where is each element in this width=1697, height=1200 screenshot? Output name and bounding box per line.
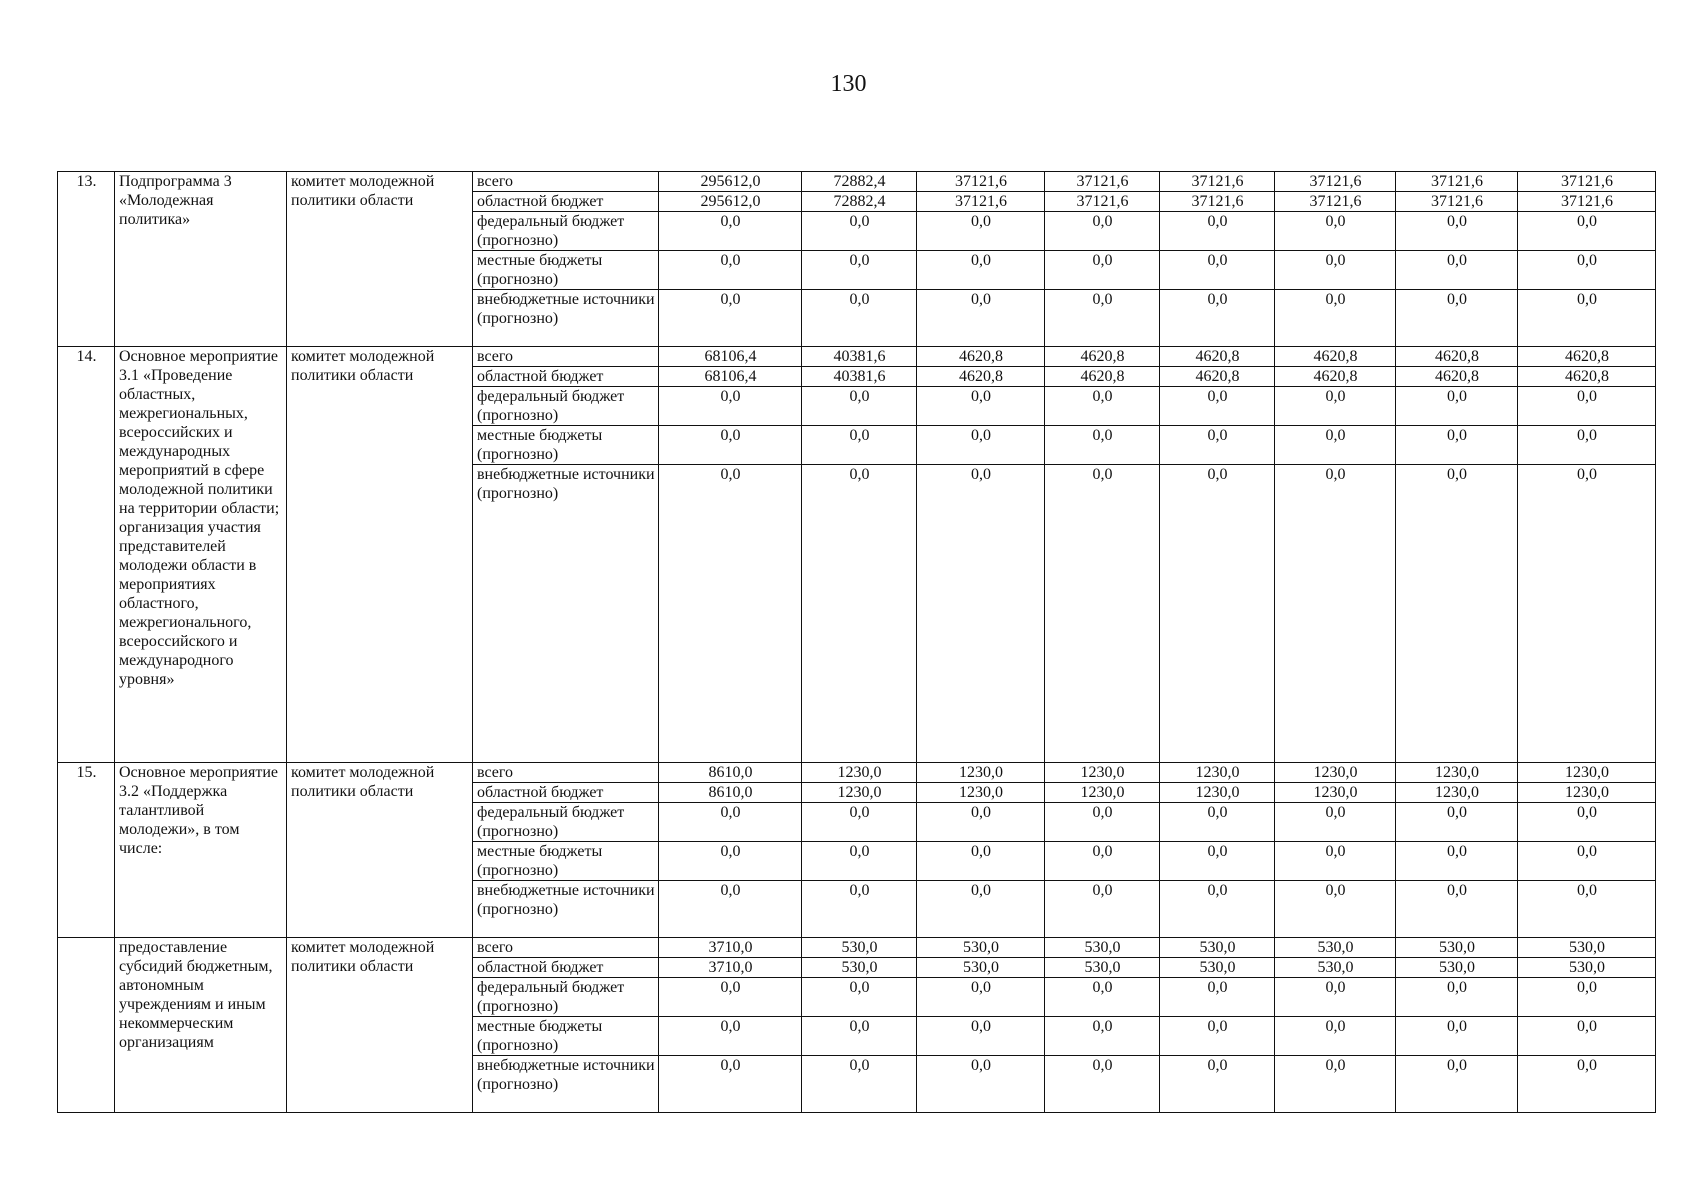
funding-value: 0,0 bbox=[1396, 1017, 1518, 1056]
funding-source: всего bbox=[473, 172, 659, 192]
funding-source: областной бюджет bbox=[473, 192, 659, 212]
funding-value: 0,0 bbox=[659, 465, 802, 763]
funding-source: федеральный бюджет (прогнозно) bbox=[473, 387, 659, 426]
funding-value: 0,0 bbox=[1518, 881, 1656, 938]
funding-source: федеральный бюджет (прогнозно) bbox=[473, 978, 659, 1017]
funding-value: 3710,0 bbox=[659, 938, 802, 958]
funding-value: 0,0 bbox=[1275, 387, 1396, 426]
funding-value: 68106,4 bbox=[659, 367, 802, 387]
funding-value: 530,0 bbox=[1160, 958, 1275, 978]
funding-source: местные бюджеты (прогнозно) bbox=[473, 426, 659, 465]
funding-value: 40381,6 bbox=[802, 367, 917, 387]
funding-value: 0,0 bbox=[1045, 212, 1160, 251]
funding-value: 37121,6 bbox=[1275, 192, 1396, 212]
funding-value: 530,0 bbox=[1045, 938, 1160, 958]
table-row bbox=[58, 938, 1656, 958]
funding-value: 68106,4 bbox=[659, 347, 802, 367]
funding-value: 0,0 bbox=[1518, 1056, 1656, 1113]
funding-source: местные бюджеты (прогнозно) bbox=[473, 251, 659, 290]
funding-value: 4620,8 bbox=[1160, 367, 1275, 387]
funding-value: 0,0 bbox=[659, 1017, 802, 1056]
funding-value: 72882,4 bbox=[802, 192, 917, 212]
funding-value: 0,0 bbox=[917, 212, 1045, 251]
executor: комитет молодежной политики области bbox=[287, 763, 473, 938]
funding-value: 0,0 bbox=[1160, 426, 1275, 465]
funding-source: всего bbox=[473, 347, 659, 367]
funding-value: 0,0 bbox=[917, 387, 1045, 426]
funding-value: 0,0 bbox=[1396, 978, 1518, 1017]
funding-value: 0,0 bbox=[917, 1017, 1045, 1056]
funding-value: 37121,6 bbox=[917, 192, 1045, 212]
funding-value: 4620,8 bbox=[917, 367, 1045, 387]
funding-value: 530,0 bbox=[1275, 938, 1396, 958]
funding-value: 0,0 bbox=[659, 881, 802, 938]
funding-value: 0,0 bbox=[1045, 290, 1160, 347]
funding-value: 0,0 bbox=[1518, 803, 1656, 842]
funding-value: 37121,6 bbox=[1396, 192, 1518, 212]
funding-value: 0,0 bbox=[1045, 803, 1160, 842]
funding-value: 530,0 bbox=[1396, 958, 1518, 978]
funding-value: 0,0 bbox=[1045, 842, 1160, 881]
funding-value: 0,0 bbox=[1518, 251, 1656, 290]
funding-value: 4620,8 bbox=[1045, 367, 1160, 387]
funding-value: 37121,6 bbox=[1518, 192, 1656, 212]
funding-value: 0,0 bbox=[1045, 465, 1160, 763]
funding-value: 37121,6 bbox=[1160, 172, 1275, 192]
funding-value: 295612,0 bbox=[659, 172, 802, 192]
funding-value: 0,0 bbox=[1396, 803, 1518, 842]
funding-value: 0,0 bbox=[1160, 803, 1275, 842]
funding-value: 1230,0 bbox=[917, 783, 1045, 803]
executor: комитет молодежной политики области bbox=[287, 347, 473, 763]
funding-value: 0,0 bbox=[802, 387, 917, 426]
funding-value: 530,0 bbox=[802, 958, 917, 978]
funding-value: 0,0 bbox=[659, 1056, 802, 1113]
executor: комитет молодежной политики области bbox=[287, 938, 473, 1113]
funding-source: областной бюджет bbox=[473, 367, 659, 387]
funding-source: внебюджетные источники (прогнозно) bbox=[473, 465, 659, 763]
row-number: 15. bbox=[58, 763, 115, 938]
funding-value: 0,0 bbox=[1518, 978, 1656, 1017]
funding-value: 4620,8 bbox=[917, 347, 1045, 367]
funding-value: 0,0 bbox=[1396, 881, 1518, 938]
funding-value: 0,0 bbox=[1160, 251, 1275, 290]
funding-value: 0,0 bbox=[1396, 212, 1518, 251]
funding-value: 1230,0 bbox=[802, 763, 917, 783]
funding-value: 0,0 bbox=[802, 1056, 917, 1113]
funding-value: 0,0 bbox=[802, 465, 917, 763]
funding-value: 0,0 bbox=[659, 842, 802, 881]
funding-value: 37121,6 bbox=[1045, 192, 1160, 212]
funding-value: 0,0 bbox=[1518, 290, 1656, 347]
funding-value: 0,0 bbox=[1045, 387, 1160, 426]
funding-value: 0,0 bbox=[802, 290, 917, 347]
funding-value: 0,0 bbox=[659, 978, 802, 1017]
funding-value: 0,0 bbox=[1275, 465, 1396, 763]
funding-value: 8610,0 bbox=[659, 763, 802, 783]
funding-value: 0,0 bbox=[802, 251, 917, 290]
funding-source: внебюджетные источники (прогнозно) bbox=[473, 290, 659, 347]
funding-value: 72882,4 bbox=[802, 172, 917, 192]
funding-value: 0,0 bbox=[1396, 387, 1518, 426]
funding-value: 0,0 bbox=[1275, 881, 1396, 938]
page-number: 130 bbox=[830, 71, 867, 97]
funding-value: 0,0 bbox=[802, 212, 917, 251]
funding-value: 0,0 bbox=[1518, 212, 1656, 251]
funding-value: 295612,0 bbox=[659, 192, 802, 212]
funding-source: всего bbox=[473, 938, 659, 958]
funding-value: 37121,6 bbox=[917, 172, 1045, 192]
funding-value: 0,0 bbox=[1160, 212, 1275, 251]
funding-value: 0,0 bbox=[1275, 290, 1396, 347]
funding-value: 1230,0 bbox=[1045, 763, 1160, 783]
funding-value: 37121,6 bbox=[1518, 172, 1656, 192]
funding-value: 0,0 bbox=[1518, 465, 1656, 763]
funding-value: 1230,0 bbox=[1275, 783, 1396, 803]
funding-value: 37121,6 bbox=[1160, 192, 1275, 212]
funding-value: 4620,8 bbox=[1160, 347, 1275, 367]
row-number bbox=[58, 938, 115, 1113]
funding-value: 0,0 bbox=[1045, 1056, 1160, 1113]
funding-value: 0,0 bbox=[917, 842, 1045, 881]
funding-value: 37121,6 bbox=[1396, 172, 1518, 192]
funding-value: 0,0 bbox=[802, 978, 917, 1017]
funding-value: 0,0 bbox=[1275, 251, 1396, 290]
funding-value: 0,0 bbox=[1275, 1056, 1396, 1113]
funding-value: 0,0 bbox=[1160, 1017, 1275, 1056]
table-row bbox=[58, 763, 1656, 783]
funding-value: 0,0 bbox=[1396, 290, 1518, 347]
funding-value: 530,0 bbox=[917, 958, 1045, 978]
funding-value: 0,0 bbox=[1396, 842, 1518, 881]
funding-value: 0,0 bbox=[1045, 978, 1160, 1017]
funding-value: 3710,0 bbox=[659, 958, 802, 978]
funding-source: местные бюджеты (прогнозно) bbox=[473, 842, 659, 881]
funding-value: 0,0 bbox=[1275, 1017, 1396, 1056]
funding-value: 0,0 bbox=[917, 881, 1045, 938]
funding-value: 0,0 bbox=[1275, 978, 1396, 1017]
funding-value: 4620,8 bbox=[1045, 347, 1160, 367]
funding-value: 0,0 bbox=[917, 290, 1045, 347]
funding-value: 4620,8 bbox=[1518, 367, 1656, 387]
funding-value: 4620,8 bbox=[1396, 347, 1518, 367]
funding-value: 37121,6 bbox=[1275, 172, 1396, 192]
funding-value: 0,0 bbox=[802, 842, 917, 881]
funding-value: 1230,0 bbox=[1396, 783, 1518, 803]
funding-value: 0,0 bbox=[659, 803, 802, 842]
funding-value: 0,0 bbox=[1275, 803, 1396, 842]
funding-value: 0,0 bbox=[1275, 426, 1396, 465]
funding-value: 4620,8 bbox=[1275, 367, 1396, 387]
row-number: 13. bbox=[58, 172, 115, 347]
funding-value: 0,0 bbox=[917, 426, 1045, 465]
funding-source: всего bbox=[473, 763, 659, 783]
funding-value: 4620,8 bbox=[1275, 347, 1396, 367]
program-name: Основное мероприятие 3.2 «Поддержка талантливой молодежи», в том числе: bbox=[115, 763, 287, 938]
funding-value: 0,0 bbox=[1045, 251, 1160, 290]
funding-value: 0,0 bbox=[917, 251, 1045, 290]
funding-source: внебюджетные источники (прогнозно) bbox=[473, 881, 659, 938]
funding-source: внебюджетные источники (прогнозно) bbox=[473, 1056, 659, 1113]
funding-value: 0,0 bbox=[1045, 1017, 1160, 1056]
funding-source: областной бюджет bbox=[473, 783, 659, 803]
funding-source: местные бюджеты (прогнозно) bbox=[473, 1017, 659, 1056]
funding-value: 0,0 bbox=[1160, 1056, 1275, 1113]
funding-value: 37121,6 bbox=[1045, 172, 1160, 192]
funding-value: 1230,0 bbox=[1160, 783, 1275, 803]
funding-value: 1230,0 bbox=[802, 783, 917, 803]
funding-value: 0,0 bbox=[917, 978, 1045, 1017]
funding-value: 0,0 bbox=[802, 881, 917, 938]
funding-value: 530,0 bbox=[1396, 938, 1518, 958]
funding-value: 0,0 bbox=[1160, 290, 1275, 347]
funding-value: 0,0 bbox=[1396, 1056, 1518, 1113]
funding-value: 530,0 bbox=[917, 938, 1045, 958]
program-name: Подпрограмма 3 «Молодежная политика» bbox=[115, 172, 287, 347]
funding-value: 0,0 bbox=[1396, 465, 1518, 763]
funding-value: 0,0 bbox=[1160, 978, 1275, 1017]
program-name: Основное мероприятие 3.1 «Проведение областных, межрегиональных, всероссийских и международных мероприятий в сфере молодежной политики на территории области; организация участия представителей молодежи области в мероприятиях областного, межрегионального, всероссийского и международного уровня» bbox=[115, 347, 287, 763]
funding-value: 1230,0 bbox=[1518, 763, 1656, 783]
funding-value: 0,0 bbox=[1160, 881, 1275, 938]
funding-value: 0,0 bbox=[1160, 387, 1275, 426]
funding-value: 0,0 bbox=[917, 465, 1045, 763]
funding-value: 0,0 bbox=[659, 387, 802, 426]
funding-value: 0,0 bbox=[917, 1056, 1045, 1113]
funding-value: 0,0 bbox=[1518, 387, 1656, 426]
funding-value: 1230,0 bbox=[1396, 763, 1518, 783]
funding-source: федеральный бюджет (прогнозно) bbox=[473, 803, 659, 842]
funding-source: областной бюджет bbox=[473, 958, 659, 978]
funding-value: 1230,0 bbox=[1275, 763, 1396, 783]
funding-value: 1230,0 bbox=[1045, 783, 1160, 803]
funding-table bbox=[57, 171, 1656, 1113]
funding-value: 1230,0 bbox=[917, 763, 1045, 783]
table-row bbox=[58, 172, 1656, 192]
funding-value: 1230,0 bbox=[1518, 783, 1656, 803]
funding-value: 0,0 bbox=[1518, 842, 1656, 881]
funding-value: 530,0 bbox=[1045, 958, 1160, 978]
funding-value: 0,0 bbox=[917, 803, 1045, 842]
funding-value: 4620,8 bbox=[1518, 347, 1656, 367]
funding-value: 0,0 bbox=[1518, 1017, 1656, 1056]
table-row bbox=[58, 347, 1656, 367]
funding-value: 0,0 bbox=[1396, 426, 1518, 465]
funding-value: 0,0 bbox=[1160, 465, 1275, 763]
funding-value: 0,0 bbox=[659, 212, 802, 251]
funding-value: 0,0 bbox=[1045, 426, 1160, 465]
program-name: предоставление субсидий бюджетным, автономным учреждениям и иным некоммерческим организациям bbox=[115, 938, 287, 1113]
funding-value: 530,0 bbox=[802, 938, 917, 958]
funding-value: 1230,0 bbox=[1160, 763, 1275, 783]
funding-source: федеральный бюджет (прогнозно) bbox=[473, 212, 659, 251]
executor: комитет молодежной политики области bbox=[287, 172, 473, 347]
funding-value: 0,0 bbox=[802, 1017, 917, 1056]
funding-value: 0,0 bbox=[659, 251, 802, 290]
funding-value: 0,0 bbox=[1160, 842, 1275, 881]
funding-value: 0,0 bbox=[1518, 426, 1656, 465]
funding-value: 0,0 bbox=[659, 426, 802, 465]
funding-value: 530,0 bbox=[1518, 938, 1656, 958]
funding-value: 0,0 bbox=[802, 803, 917, 842]
funding-value: 40381,6 bbox=[802, 347, 917, 367]
funding-value: 0,0 bbox=[1396, 251, 1518, 290]
funding-value: 530,0 bbox=[1275, 958, 1396, 978]
row-number: 14. bbox=[58, 347, 115, 763]
table-body bbox=[58, 172, 1656, 1113]
funding-value: 530,0 bbox=[1160, 938, 1275, 958]
funding-value: 0,0 bbox=[802, 426, 917, 465]
funding-value: 0,0 bbox=[1045, 881, 1160, 938]
funding-value: 0,0 bbox=[1275, 842, 1396, 881]
funding-value: 4620,8 bbox=[1396, 367, 1518, 387]
funding-value: 0,0 bbox=[659, 290, 802, 347]
funding-value: 530,0 bbox=[1518, 958, 1656, 978]
funding-value: 8610,0 bbox=[659, 783, 802, 803]
funding-value: 0,0 bbox=[1275, 212, 1396, 251]
